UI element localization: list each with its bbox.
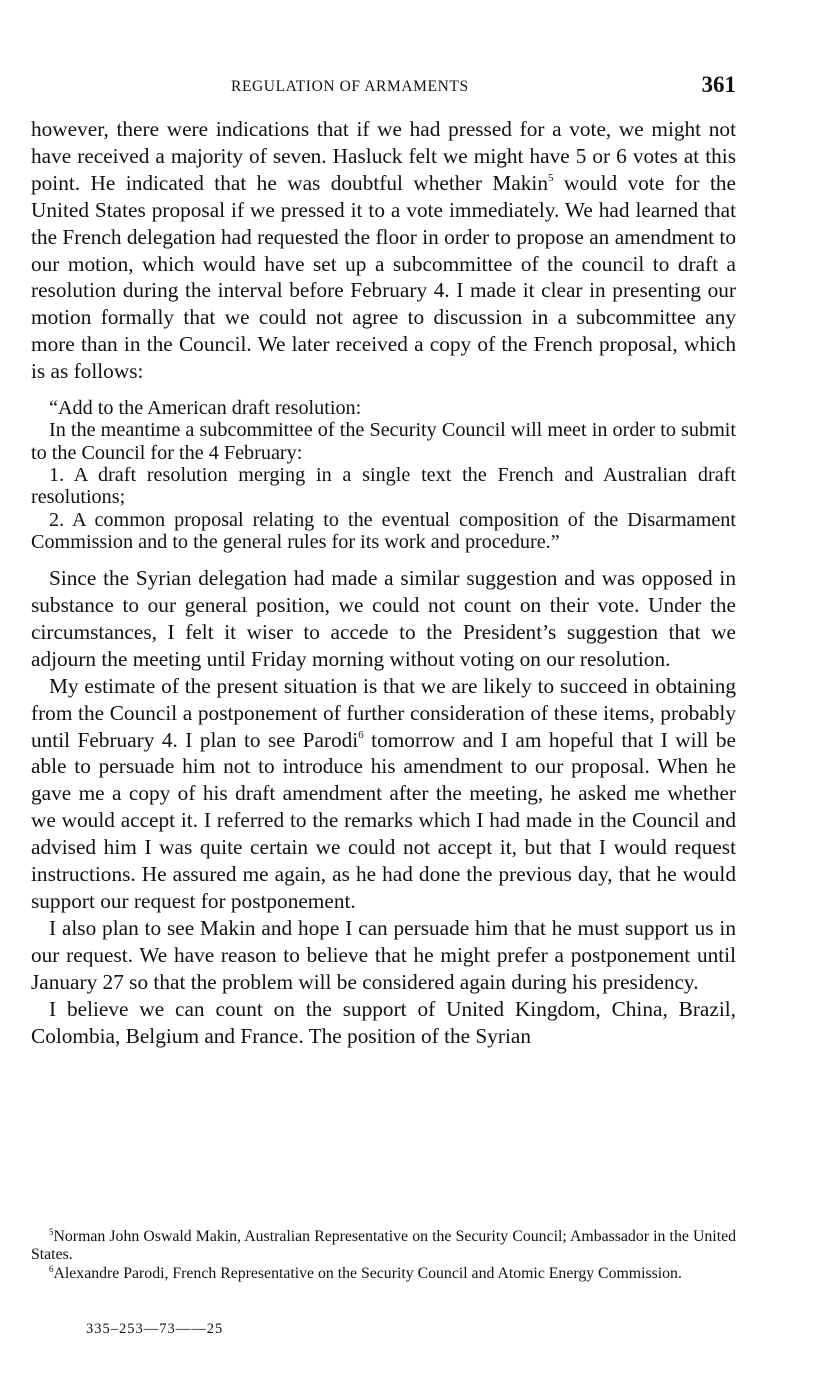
quote-line: “Add to the American draft resolution: <box>49 397 362 420</box>
quote-item-2: 2. A common proposal relating to the eventual composition of the Disarmament Commission and to the general rules for its work and procedure.” <box>31 508 736 553</box>
paragraph-2: Since the Syrian delegation had made a similar suggestion and was opposed in substance to our general position, we could not count on their vote. Under the circumstances, I felt it wiser to accede to the President’s suggestion that we adjourn the meeting until Friday morning without voting on our resolution. <box>31 566 736 671</box>
page-number: 361 <box>701 72 736 97</box>
paragraph-text: tomorrow and I am hopeful that I will be able to persuade him not to introduce his amendment to our proposal. When he gave me a copy of his draft amendment after the meeting, he asked me whether we would accept it. I referred to the remarks which I had made in the Council and advised him I was quite certain we could not accept it, but that I would request instructions. He assured me again, as he had done the previous day, that he would support our request for postponement. <box>31 727 736 914</box>
footnote-6 <box>31 1265 736 1283</box>
paragraph-text: however, there were indications that if we had pressed for a vote, we might not have received a majority of seven. Hasluck felt we might have 5 or 6 votes at this point. He indicated that he was doubtful whether Makin <box>31 117 736 195</box>
running-head: REGULATION OF ARMAMENTS <box>231 78 469 95</box>
footnotes <box>31 1228 736 1283</box>
footnote-ref-6: 6 <box>358 728 364 741</box>
french-proposal-quote <box>31 397 736 553</box>
footnote-marker: 6 <box>49 1263 54 1274</box>
quote-line: In the meantime a subcommittee of the Security Council will meet in order to submit to the Council for the 4 February: <box>31 419 736 464</box>
printer-mark: 335–253—73——25 <box>86 1321 224 1337</box>
quote-item-1: 1. A draft resolution merging in a single text the French and Australian draft resolutions; <box>31 463 736 509</box>
footnote-5 <box>31 1228 736 1265</box>
paragraph-5: I believe we can count on the support of United Kingdom, China, Brazil, Colombia, Belgium and France. The position of the Syrian <box>31 996 736 1048</box>
page-header <box>31 72 736 106</box>
footnote-text: Norman John Oswald Makin, Australian Representative on the Security Council; Ambassador in the United States. <box>31 1228 736 1264</box>
footnote-marker: 5 <box>49 1227 54 1237</box>
paragraph-text: would vote for the United States proposal if we pressed it to a vote immediately. We had learned that the French delegation had requested the floor in order to propose an amendment to our motion, which would have set up a subcommittee of the council to draft a resolution during the interval before February 4. I made it clear in presenting our motion formally that we could not agree to discussion in a subcommittee any more than in the Council. We later received a copy of the French proposal, which is as follows: <box>31 170 736 384</box>
footnote-text: Alexandre Parodi, French Representative on the Security Council and Atomic Energy Commission. <box>53 1264 682 1282</box>
paragraph-4: I also plan to see Makin and hope I can persuade him that he must support us in our request. We have reason to believe that he might prefer a postponement until January 27 so that the problem will be considered again during his presidency. <box>31 915 736 994</box>
footnote-ref-5: 5 <box>548 171 554 184</box>
body-text <box>31 116 736 1049</box>
paragraph-1 <box>31 116 736 385</box>
paragraph-3 <box>31 673 736 915</box>
paragraph-text: My estimate of the present situation is that we are likely to succeed in obtaining from the Council a postponement of further consideration of these items, probably until February 4. I plan to see Parodi <box>31 673 736 752</box>
